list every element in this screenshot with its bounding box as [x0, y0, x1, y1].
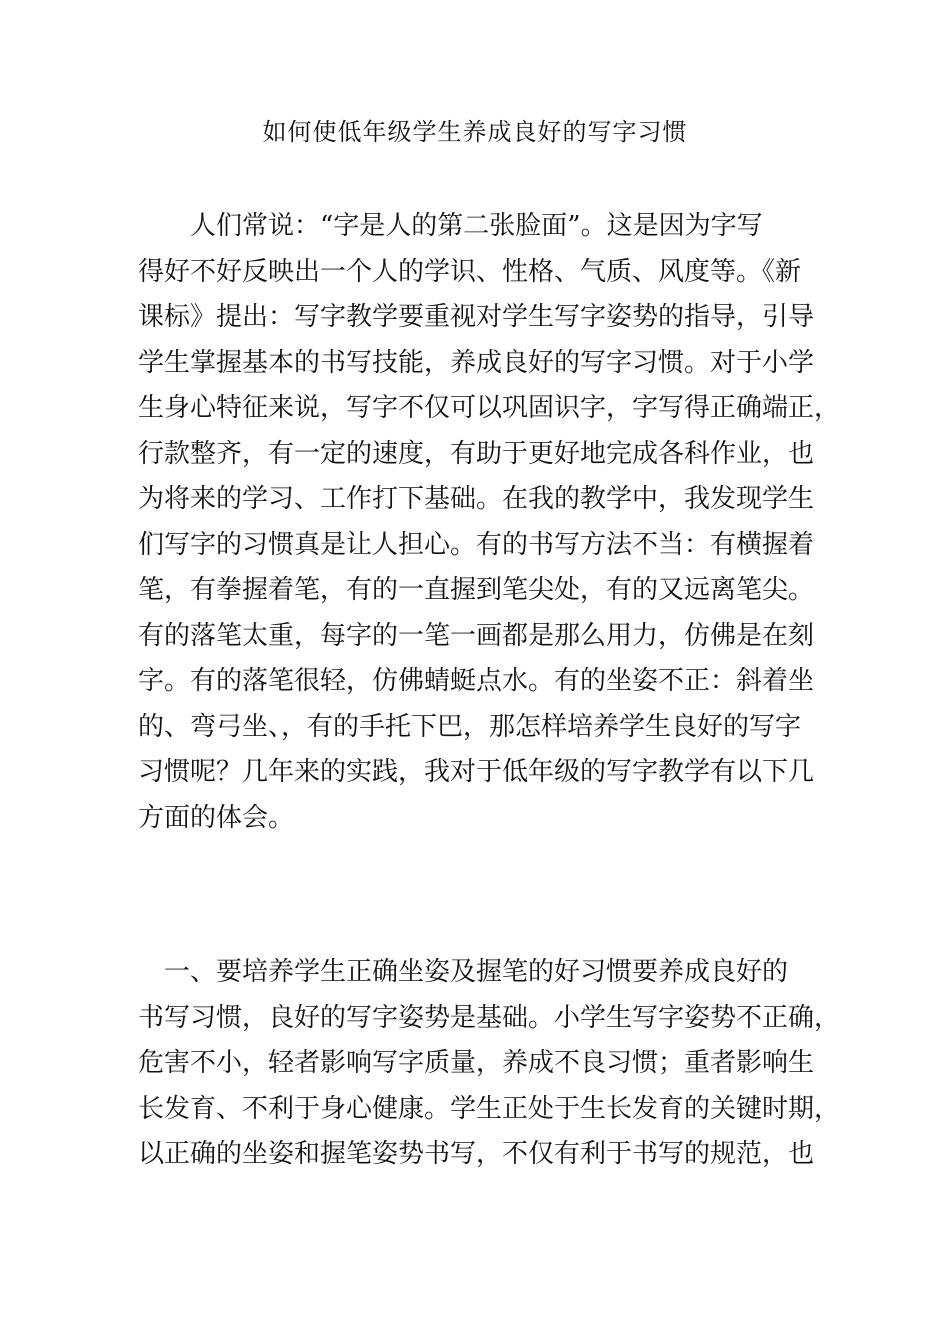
paragraph-line: 笔，有拳握着笔，有的一直握到笔尖处，有的又远离笔尖。: [138, 575, 815, 605]
paragraph-line: 字。有的落笔很轻，仿佛蜻蜓点水。有的坐姿不正：斜着坐: [138, 666, 815, 696]
paragraph-line: 以正确的坐姿和握笔姿势书写，不仅有利于书写的规范，也: [138, 1139, 815, 1169]
paragraph-line: 们写字的习惯真是让人担心。有的书写方法不当：有横握着: [138, 529, 815, 560]
paragraph-line: 人们常说：“字是人的第二张脸面”。这是因为字写: [138, 211, 763, 241]
paragraph-line: 有的落笔太重，每字的一笔一画都是那么用力，仿佛是在刻: [138, 620, 815, 651]
paragraph-line: 危害不小，轻者影响写字质量，养成不良习惯；重者影响生: [138, 1048, 815, 1078]
paragraph-section-one: [138, 950, 841, 1178]
paragraph-line: 书写习惯，良好的写字姿势是基础。小学生写字姿势不正确，: [138, 1002, 841, 1033]
paragraph-line: 行款整齐，有一定的速度，有助于更好地完成各科作业，也: [138, 438, 815, 469]
paragraph-line: 学生掌握基本的书写技能，养成良好的写字习惯。对于小学: [138, 347, 815, 378]
paragraph-line: 得好不好反映出一个人的学识、性格、气质、风度等。《新: [138, 256, 802, 287]
document-title: 如何使低年级学生养成良好的写字习惯: [262, 118, 688, 146]
paragraph-line: 一、要培养学生正确坐姿及握笔的好习惯要养成良好的: [138, 957, 789, 987]
paragraph-intro: [138, 204, 841, 841]
paragraph-line: 生身心特征来说，写字不仅可以巩固识字，字写得正确端正，: [138, 393, 841, 423]
paragraph-line: 长发育、不利于身心健康。学生正处于生长发育的关键时期，: [138, 1093, 841, 1124]
paragraph-line: 习惯呢？几年来的实践，我对于低年级的写字教学有以下几: [138, 757, 815, 787]
paragraph-line: 的、弯弓坐、，有的手托下巴，那怎样培养学生良好的写字: [138, 711, 802, 742]
paragraph-line: 为将来的学习、工作打下基础。在我的教学中，我发现学生: [138, 484, 815, 514]
paragraph-line: 方面的体会。: [138, 802, 295, 833]
paragraph-line: 课标》提出：写字教学要重视对学生写字姿势的指导，引导: [138, 302, 815, 332]
